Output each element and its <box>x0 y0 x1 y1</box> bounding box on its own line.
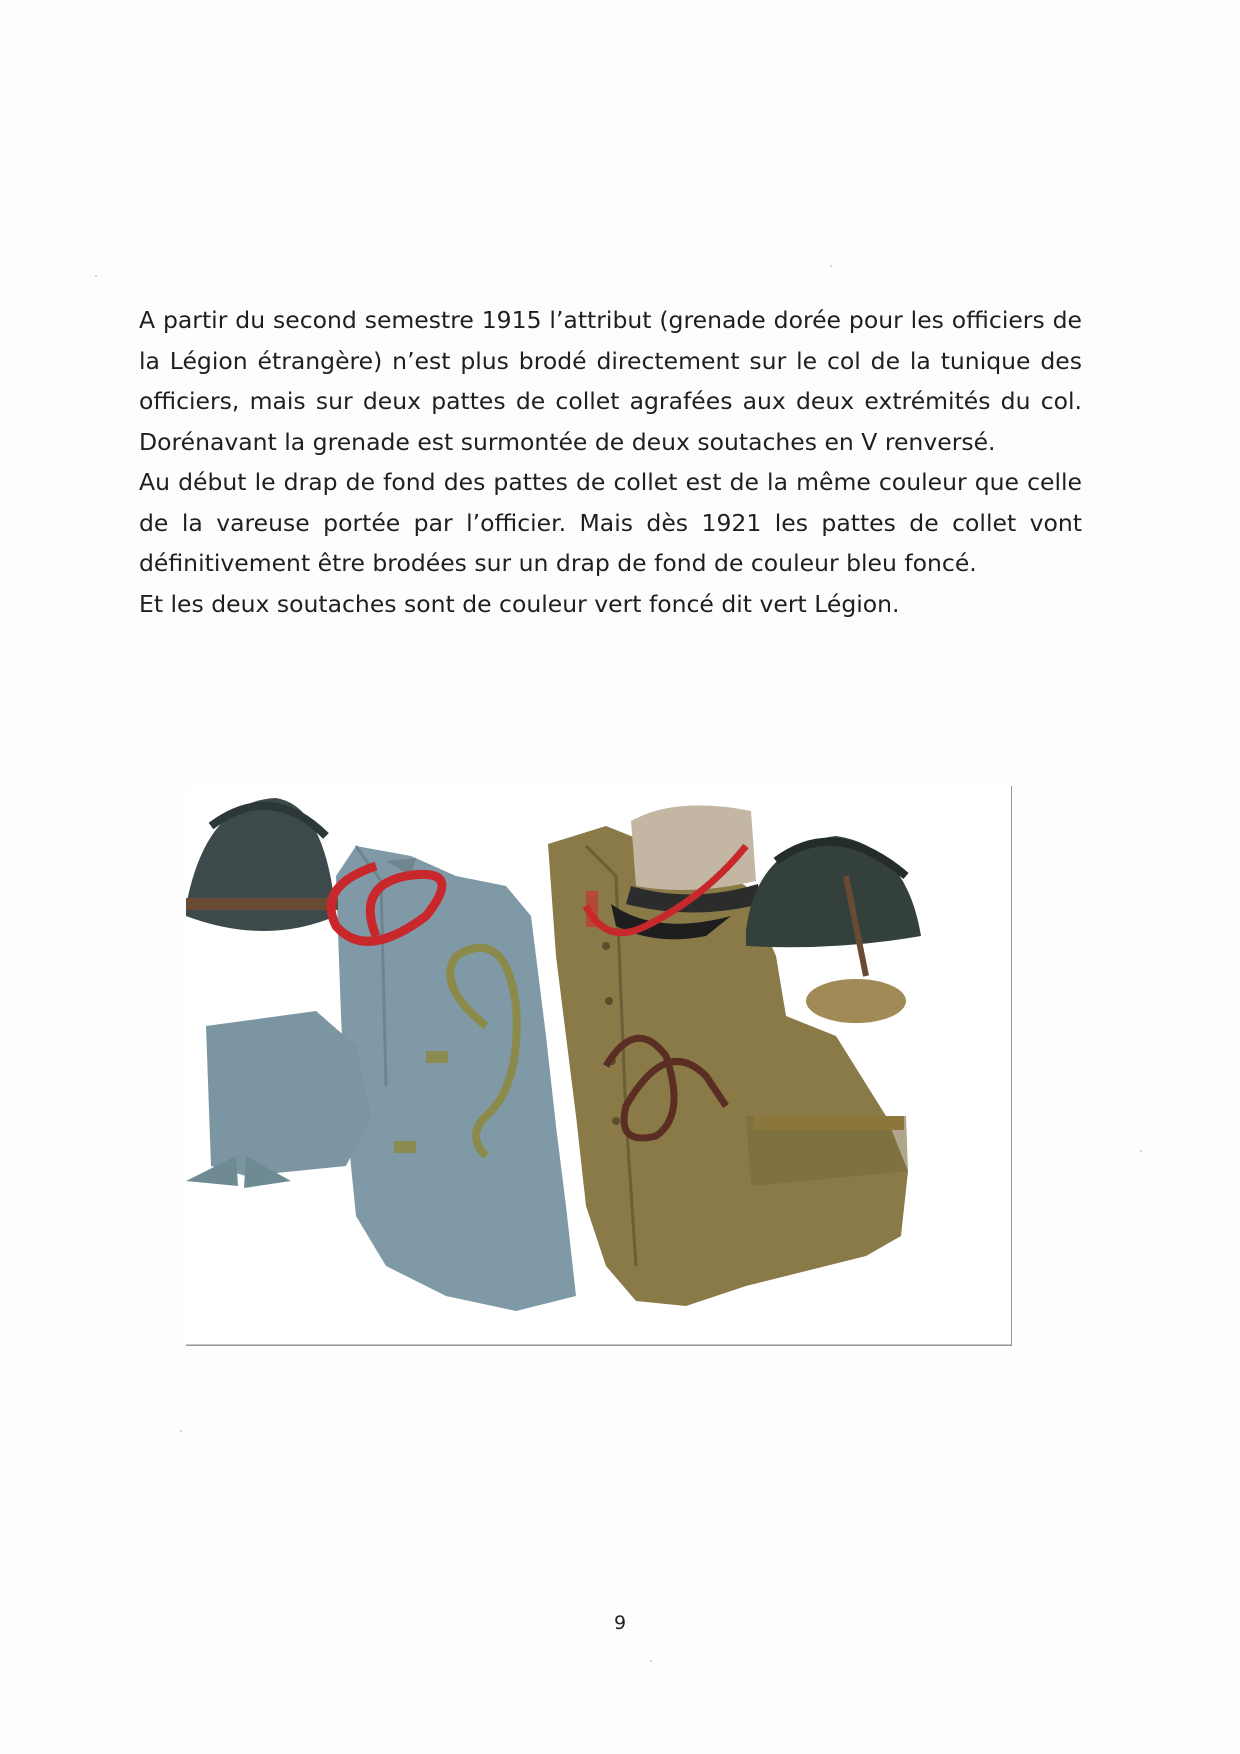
uniform-collection-photo <box>186 786 1012 1346</box>
paragraph-4: Et les deux soutaches sont de couleur vert foncé dit vert Légion. <box>139 589 900 618</box>
paragraph-3: Au début le drap de fond des pattes de collet est de la même couleur que celle de la vareuse portée par l’officier. Mais dès 1921 les pattes de collet vont définitivement être brodées sur un drap de fond de couleur bleu foncé. <box>139 468 1082 577</box>
paragraph-1: A partir du second semestre 1915 l’attribut (grenade dorée pour les officiers de la Légion étrangère) n’est plus brodé directement sur le col de la tunique des officiers, mais sur deux pattes de collet agrafées aux deux extrémités du col. <box>139 306 1082 415</box>
scan-speck <box>180 1430 182 1432</box>
paragraph-2: Dorénavant la grenade est surmontée de deux soutaches en V renversé. <box>139 427 996 456</box>
scan-speck <box>95 275 97 277</box>
scan-speck <box>650 1660 652 1662</box>
body-text <box>139 300 1082 624</box>
scan-speck <box>1140 1150 1142 1152</box>
photo-frame <box>186 786 1012 1346</box>
page-number: 9 <box>613 1612 627 1634</box>
scan-speck <box>830 265 832 267</box>
